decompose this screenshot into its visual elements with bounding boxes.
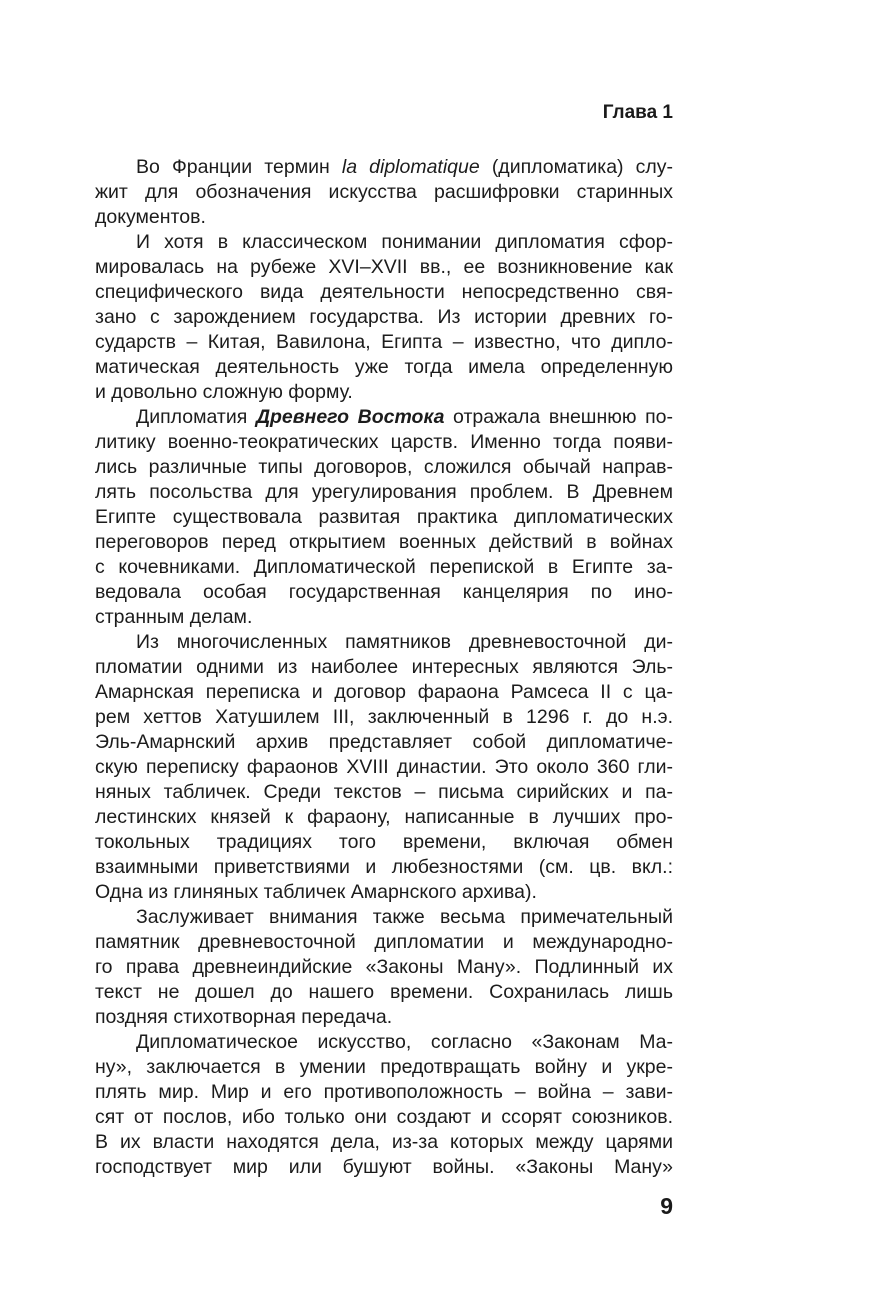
text-line [95,580,673,605]
text-line [95,280,673,305]
text-line [95,905,673,930]
text-line [95,380,673,405]
text-line [95,1080,673,1105]
text-line [95,655,673,680]
text-run: памятник древневосточной дипломатии и международно- [95,931,673,953]
text-run: зано с зарождением государства. Из истории древних го- [95,306,673,328]
text-run: специфического вида деятельности непосредственно свя- [95,281,673,303]
text-line [95,680,673,705]
text-run: документов. [95,206,206,228]
text-line [95,405,673,430]
text-run: В их власти находятся дела, из-за которых между царями [95,1131,673,1153]
text-run: Заслуживает внимания также весьма примечательный [136,906,673,928]
text-line [95,505,673,530]
text-line [95,355,673,380]
text-line [95,730,673,755]
text-line [95,180,673,205]
text-run: господствует мир или бушуют войны. «Законы Ману» [95,1156,673,1178]
text-run: лись различные типы договоров, сложился обычай направ- [95,456,673,478]
text-run: няных табличек. Среди текстов – письма сирийских и па- [95,781,673,803]
text-line [95,855,673,880]
text-run: текст не дошел до нашего времени. Сохранилась лишь [95,981,673,1003]
text-line [95,830,673,855]
text-run: Дипломатическое искусство, согласно «Законам Ма- [136,1031,673,1053]
text-run: лестинских князей к фараону, написанные в лучших про- [95,806,673,828]
text-run: мировалась на рубеже XVI–XVII вв., ее возникновение как [95,256,673,278]
text-line [95,980,673,1005]
text-line [95,880,673,905]
text-run: и довольно сложную форму. [95,381,353,403]
text-run: скую переписку фараонов XVIII династии. Это около 360 гли- [95,756,673,778]
text-line [95,1130,673,1155]
text-run: го права древнеиндийские «Законы Ману». Подлинный их [95,956,673,978]
text-line [95,1155,673,1180]
text-line [95,230,673,255]
text-run: пломатии одними из наиболее интересных являются Эль- [95,656,673,678]
text-run: лять посольства для урегулирования проблем. В Древнем [95,481,673,503]
text-line [95,305,673,330]
text-run: с кочевниками. Дипломатической перепиской в Египте за- [95,556,673,578]
body-text [95,155,673,1180]
text-line [95,205,673,230]
text-line [95,530,673,555]
text-run: жит для обозначения искусства расшифровки старинных [95,181,673,203]
text-line [95,155,673,180]
text-run: Дипломатия [136,406,256,428]
text-line [95,455,673,480]
text-line [95,330,673,355]
text-run: переговоров перед открытием военных действий в войнах [95,531,673,553]
text-run: поздняя стихотворная передача. [95,1006,393,1028]
text-run: Египте существовала развитая практика дипломатических [95,506,673,528]
text-run: Из многочисленных памятников древневосточной ди- [136,631,673,653]
text-run: матическая деятельность уже тогда имела определенную [95,356,673,378]
text-run: взаимными приветствиями и любезностями (см. цв. вкл.: [95,856,673,878]
text-line [95,430,673,455]
text-run: Одна из глиняных табличек Амарнского архива). [95,881,537,903]
text-run: сударств – Китая, Вавилона, Египта – известно, что дипло- [95,331,673,353]
text-line [95,630,673,655]
text-run: литику военно-теократических царств. Именно тогда появи- [95,431,673,453]
text-run: рем хеттов Хатушилем III, заключенный в 1296 г. до н.э. [95,706,673,728]
page-number: 9 [660,1193,673,1219]
italic-term: la diplomatique [341,156,480,178]
text-run: ведовала особая государственная канцелярия по ино- [95,581,673,603]
text-line [95,1055,673,1080]
text-run: сят от послов, ибо только они создают и ссорят союзников. [95,1106,673,1128]
text-line [95,1005,673,1030]
chapter-header: Глава 1 [602,102,673,123]
text-line [95,955,673,980]
text-run: Во Франции термин [136,156,342,178]
text-run: плять мир. Мир и его противоположность – война – зави- [95,1081,673,1103]
emphasized-term: Древнего Востока [255,406,445,428]
text-line [95,480,673,505]
text-line [95,805,673,830]
text-line [95,1105,673,1130]
text-run: (дипломатика) слу- [479,156,674,178]
text-line [95,255,673,280]
text-run: И хотя в классическом понимании дипломатия сфор- [136,231,673,253]
text-line [95,755,673,780]
text-run: Амарнская переписка и договор фараона Рамсеса II с ца- [95,681,673,703]
text-run: Эль-Амарнский архив представляет собой дипломатиче- [95,731,673,753]
text-line [95,705,673,730]
text-run: отражала внешнюю по- [444,406,673,428]
text-line [95,780,673,805]
text-run: токольных традициях того времени, включая обмен [95,831,673,853]
text-line [95,605,673,630]
text-line [95,1030,673,1055]
text-line [95,555,673,580]
text-run: ну», заключается в умении предотвращать войну и укре- [95,1056,673,1078]
text-line [95,930,673,955]
text-run: странным делам. [95,606,253,628]
